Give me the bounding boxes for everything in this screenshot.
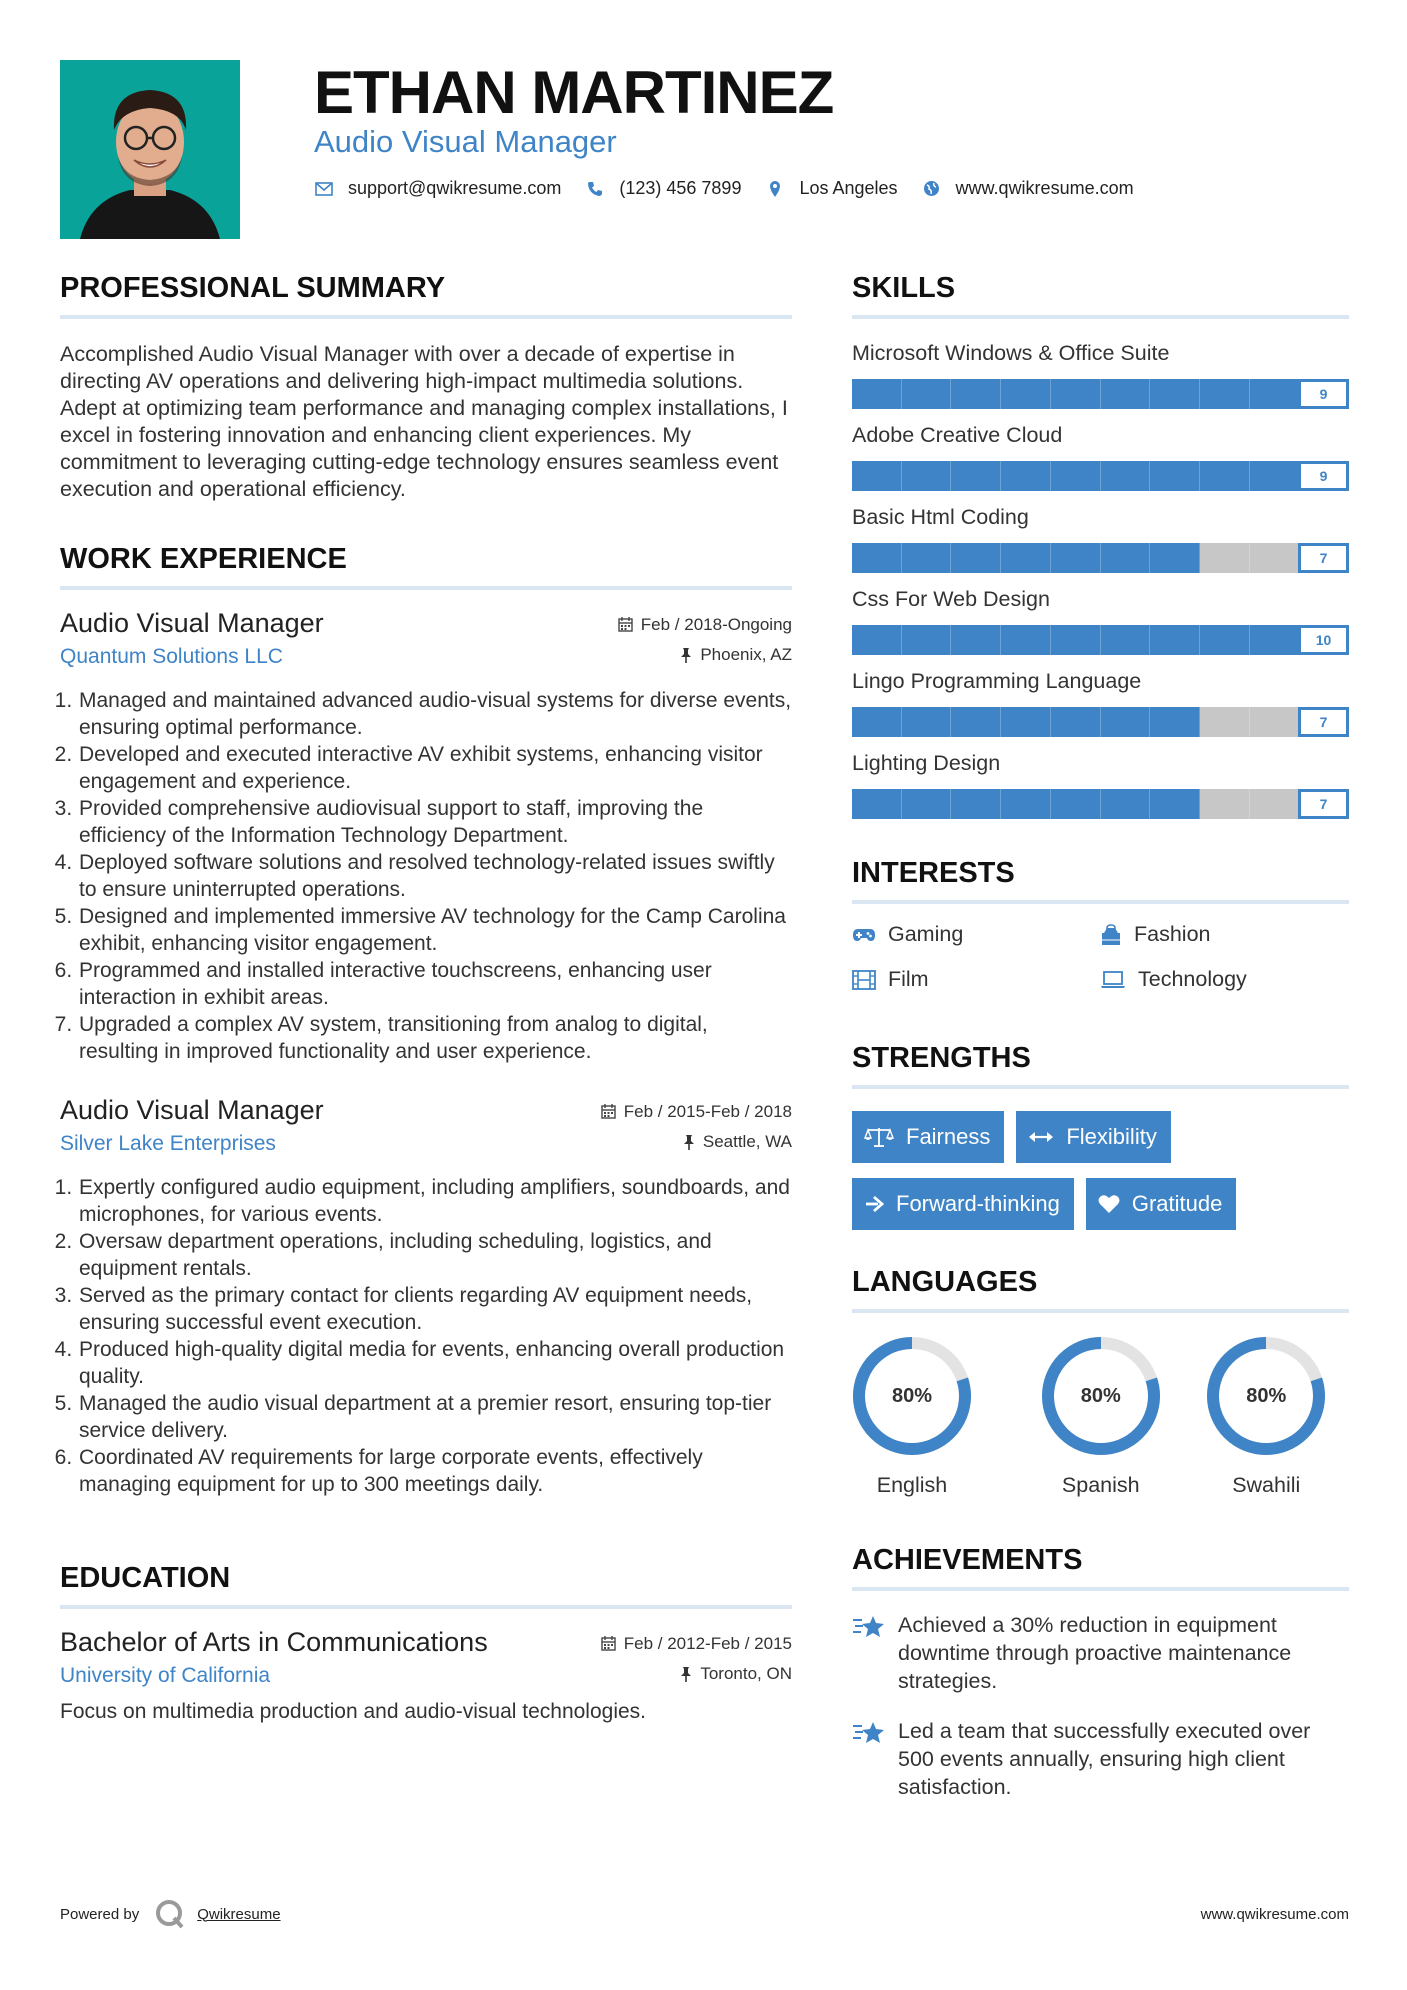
languages-section [852,1266,1349,1498]
skill-level-value: 10 [1298,625,1349,655]
language-item [1018,1335,1184,1498]
job-role: Audio Visual Manager [60,1095,324,1125]
skill-bar-segment [1101,543,1151,573]
interest-item [1100,967,1348,992]
skill-bar-segment [1200,543,1250,573]
skill-bar-segment [852,379,902,409]
contact-bar [314,178,1158,199]
skill-bar-segment [1250,625,1300,655]
experience-heading: WORK EXPERIENCE [60,543,792,590]
star-shooting-icon [852,1719,886,1747]
profile-photo-illustration [60,60,240,239]
interest-item [852,967,1100,992]
job-bullet: 1. Expertly configured audio equipment, including amplifiers, soundboards, and microphones, for various events. [78,1174,792,1228]
skill-bar-segment [1200,707,1250,737]
arrows-horizontal-icon [1028,1130,1054,1144]
education-location-text: Toronto, ON [700,1664,792,1683]
star-shooting-icon [852,1613,886,1641]
skill-bar-segment [951,543,1001,573]
skills-heading: SKILLS [852,272,1349,319]
shopping-bag-icon [1100,924,1122,946]
summary-text: Accomplished Audio Visual Manager with over a decade of expertise in directing AV operations and delivering high-impact multimedia solutions. Adept at optimizing team performance and managing complex installations, I excel in fostering innovation and enhancing client experiences. My commitment to leveraging cutting-edge technology ensures seamless event execution and operational efficiency. [60,342,788,501]
job-location [683,1132,792,1152]
job-bullets [60,687,792,1065]
skill-bar-segment [1200,379,1250,409]
skill-bar [852,461,1349,491]
skill-bar-segment [852,789,902,819]
skill-name: Lingo Programming Language [852,669,1142,693]
skill-bar-segment [951,789,1001,819]
skill-bar-segment [1200,461,1250,491]
left-column [60,272,792,1724]
language-name: English [876,1473,948,1497]
strength-label: Flexibility [1066,1124,1157,1149]
skill-item [852,587,1349,655]
pushpin-icon [680,647,692,663]
pushpin-icon [683,1134,695,1150]
achievement-text: Led a team that successfully executed over 500 events annually, ensuring high client satisfaction. [898,1719,1311,1799]
skill-level-value: 7 [1298,543,1349,573]
candidate-name: ETHAN MARTINEZ [314,59,834,126]
skill-bar-segment [1001,707,1051,737]
pushpin-icon [680,1666,692,1682]
achievement-text: Achieved a 30% reduction in equipment downtime through proactive maintenance strategies. [898,1613,1292,1693]
skill-level-value: 7 [1298,789,1349,819]
skill-bar-segment [1001,461,1051,491]
job-bullet: 5. Managed the audio visual department at a premier resort, ensuring top-tier service delivery. [78,1390,792,1444]
skill-bar-segment [1051,543,1101,573]
job-company: Silver Lake Enterprises [60,1132,276,1155]
skill-item [852,669,1349,737]
skill-bar-segment [951,461,1001,491]
skill-name: Lighting Design [852,751,1001,775]
candidate-title: Audio Visual Manager [314,124,617,159]
skill-bar-segment [1250,707,1300,737]
skill-bar-segment [1150,707,1200,737]
education-description: Focus on multimedia production and audio-visual technologies. [60,1700,647,1723]
experience-section [60,543,792,1498]
film-icon [852,970,876,990]
interest-item [1100,922,1348,947]
skill-bar-segment [1001,543,1051,573]
skill-level-value: 7 [1298,707,1349,737]
contact-website[interactable]: www.qwikresume.com [955,178,1134,198]
education-degree: Bachelor of Arts in Communications [60,1627,488,1657]
education-school: University of California [60,1664,271,1687]
skill-bar-segment [1101,625,1151,655]
skill-bar-segment [902,379,952,409]
skill-bar-segment [1001,379,1051,409]
strength-tag [1086,1178,1237,1230]
language-name: Spanish [1061,1473,1140,1497]
summary-section [60,272,792,503]
skill-bar-segment [1051,379,1101,409]
skill-item [852,751,1349,819]
map-pin-icon [765,179,785,199]
skill-bar-segment [951,625,1001,655]
skill-bar-segment [902,789,952,819]
strength-tag [1016,1111,1170,1163]
skill-bar-segment [1001,625,1051,655]
education-date-text: Feb / 2012-Feb / 2015 [623,1633,792,1653]
calendar-icon [618,617,633,632]
language-percent: 80% [1080,1384,1121,1407]
job-bullet: 6. Programmed and installed interactive touchscreens, enhancing user interaction in exhibit areas. [78,957,792,1011]
skill-bar-segment [1150,543,1200,573]
job-role: Audio Visual Manager [60,608,324,638]
powered-by-label: Powered by [60,1905,140,1923]
profile-photo [60,60,240,239]
skill-item [852,341,1349,409]
footer-website[interactable]: www.qwikresume.com [1200,1906,1349,1923]
strength-label: Forward-thinking [896,1191,1060,1216]
skill-item [852,423,1349,491]
skill-bar-segment [951,707,1001,737]
skill-bar-segment [1051,461,1101,491]
interests-section [852,857,1349,992]
job-bullet: 6. Coordinated AV requirements for large corporate events, effectively managing equipment for up to 300 meetings daily. [78,1444,792,1498]
achievement-item [852,1611,1349,1695]
skill-bar-segment [852,707,902,737]
skill-name: Basic Html Coding [852,505,1029,529]
contact-phone[interactable]: (123) 456 7899 [619,178,742,198]
skill-bar-segment [902,461,952,491]
calendar-icon [601,1636,616,1651]
job-bullet: 4. Deployed software solutions and resolved technology-related issues swiftly to ensure uninterrupted operations. [78,849,792,903]
education-location [680,1664,792,1684]
job-bullet: 3. Provided comprehensive audiovisual support to staff, improving the efficiency of the Information Technology Department. [78,795,792,849]
strength-label: Gratitude [1131,1191,1223,1216]
job-bullet: 5. Designed and implemented immersive AV technology for the Camp Carolina exhibit, enhancing visitor engagement. [78,903,792,957]
balance-scale-icon [864,1126,894,1148]
skill-bar-segment [1101,461,1151,491]
skill-bar-segment [852,543,902,573]
job-bullets [60,1174,792,1498]
job-entry [60,1095,792,1498]
right-column [852,272,1349,1823]
skill-bar-segment [852,625,902,655]
calendar-icon [601,1104,616,1119]
skill-bar-segment [951,379,1001,409]
arrow-right-icon [864,1195,884,1213]
contact-email[interactable]: support@qwikresume.com [348,178,562,198]
skill-bar-segment [1150,379,1200,409]
skill-level-value: 9 [1298,379,1349,409]
skill-bar-segment [1051,625,1101,655]
skill-bar-segment [1250,461,1300,491]
skill-name: Adobe Creative Cloud [852,423,1063,447]
qwikresume-link[interactable]: Qwikresume [197,1905,281,1923]
achievements-heading: ACHIEVEMENTS [852,1544,1349,1591]
education-section [60,1562,792,1724]
footer-powered-by [60,1899,281,1929]
skill-bar-segment [1250,379,1300,409]
interest-label: Technology [1138,967,1247,991]
laptop-icon [1100,971,1126,989]
heart-icon [1098,1194,1120,1214]
skill-bar-segment [1001,789,1051,819]
achievement-item [852,1717,1349,1801]
skill-bar-segment [1101,379,1151,409]
interest-label: Fashion [1134,922,1211,946]
globe-icon [922,179,942,199]
skill-level-value: 9 [1298,461,1349,491]
job-bullet: 7. Upgraded a complex AV system, transitioning from analog to digital, resulting in improved functionality and user experience. [78,1011,792,1065]
language-percent: 80% [1246,1384,1287,1407]
job-date [618,615,792,635]
strength-label: Fairness [906,1124,991,1149]
education-heading: EDUCATION [60,1562,792,1609]
job-entry [60,608,792,1065]
job-bullet: 2. Developed and executed interactive AV exhibit systems, enhancing visitor engagement and experience. [78,741,792,795]
skill-name: Css For Web Design [852,587,1050,611]
language-item [1184,1335,1350,1498]
skill-bar-segment [852,461,902,491]
job-location [680,645,792,665]
skill-bar-segment [1200,789,1250,819]
strength-tag [852,1111,1004,1163]
job-date [601,1102,792,1122]
skill-bar-segment [1150,461,1200,491]
skills-section [852,272,1349,819]
language-name: Swahili [1232,1473,1301,1497]
strength-tag [852,1178,1074,1230]
skill-bar [852,543,1349,573]
skill-bar-segment [1250,543,1300,573]
strengths-heading: STRENGTHS [852,1042,1349,1089]
interest-label: Film [888,967,929,991]
contact-location: Los Angeles [799,178,898,198]
language-percent: 80% [891,1384,933,1407]
job-bullet: 2. Oversaw department operations, including scheduling, logistics, and equipment rentals. [78,1228,792,1282]
job-company: Quantum Solutions LLC [60,645,283,668]
skill-bar [852,379,1349,409]
gamepad-icon [852,927,876,943]
skill-bar-segment [1051,707,1101,737]
skill-bar-segment [902,543,952,573]
job-bullet: 3. Served as the primary contact for clients regarding AV equipment needs, ensuring successful event execution. [78,1282,792,1336]
strengths-section [852,1042,1349,1230]
language-item [852,1335,972,1498]
skill-bar-segment [902,707,952,737]
skill-bar-segment [1150,789,1200,819]
phone-icon [585,179,605,199]
skill-bar-segment [902,625,952,655]
skill-bar-segment [1200,625,1250,655]
job-bullet: 1. Managed and maintained advanced audio-visual systems for diverse events, ensuring optimal performance. [78,687,792,741]
job-location-text: Phoenix, AZ [700,645,792,664]
skill-bar-segment [1250,789,1300,819]
job-date-text: Feb / 2015-Feb / 2018 [623,1101,792,1121]
skill-bar [852,707,1349,737]
interest-label: Gaming [888,922,964,946]
skill-bar [852,625,1349,655]
qwikresume-logo-icon [155,1899,185,1929]
skill-bar-segment [1150,625,1200,655]
interest-item [852,922,1100,947]
job-location-text: Seattle, WA [702,1132,792,1151]
skill-bar-segment [1101,789,1151,819]
achievements-section [852,1544,1349,1801]
envelope-icon [314,179,334,199]
skill-item [852,505,1349,573]
summary-heading: PROFESSIONAL SUMMARY [60,272,792,319]
skill-name: Microsoft Windows & Office Suite [852,341,1170,365]
interests-heading: INTERESTS [852,857,1349,904]
skill-bar-segment [1101,707,1151,737]
skill-bar [852,789,1349,819]
job-bullet: 4. Produced high-quality digital media for events, enhancing overall production quality. [78,1336,792,1390]
job-date-text: Feb / 2018-Ongoing [640,614,792,634]
languages-heading: LANGUAGES [852,1266,1349,1313]
education-date [601,1634,792,1654]
skill-bar-segment [1051,789,1101,819]
